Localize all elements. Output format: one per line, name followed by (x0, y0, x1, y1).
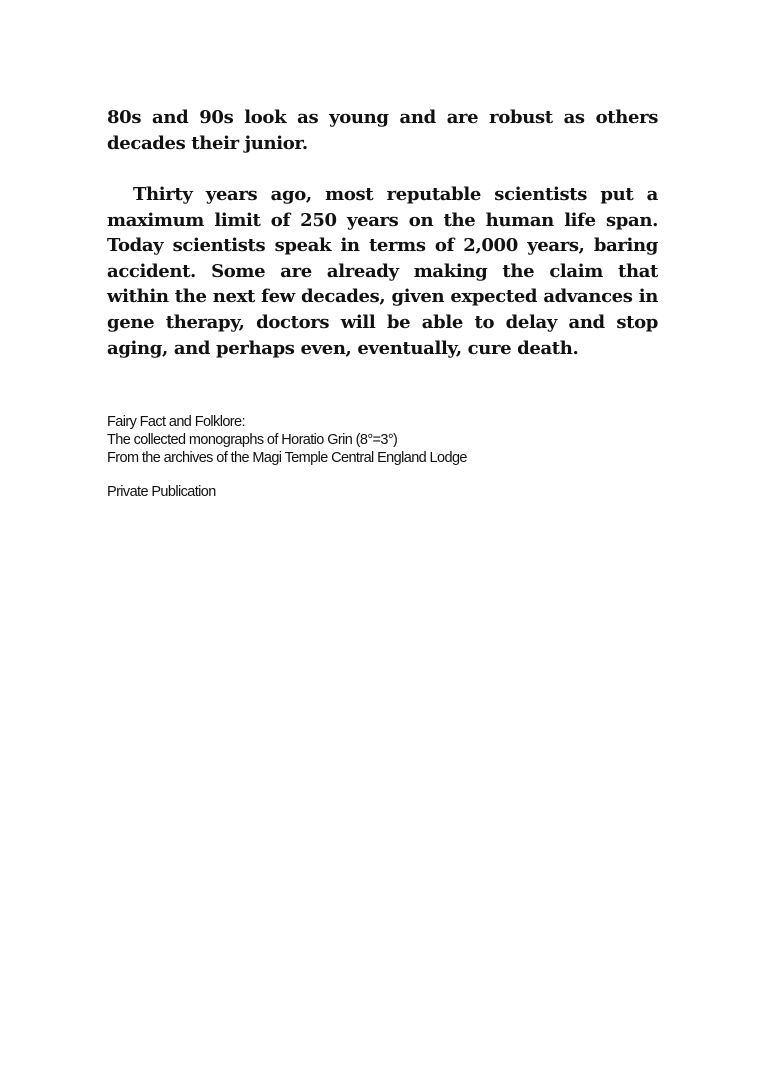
colophon (107, 413, 667, 501)
publication-note: Private Publication (107, 484, 216, 500)
series-title: Fairy Fact and Folklore: (107, 414, 245, 430)
body-paragraph: Thirty years ago, most reputable scientists put a maximum limit of 250 years on the human life span. Today scientists speak in terms of 2,000 years, baring accident. Some are already making the claim that within the next few decades, given expected advances in gene therapy, doctors will be able to delay and stop aging, and perhaps even, eventually, cure death. (107, 184, 658, 359)
archive-source: From the archives of the Magi Temple Central England Lodge (107, 450, 467, 466)
monograph-subtitle: The collected monographs of Horatio Grin (8°=3°) (107, 432, 398, 448)
body-paragraph: 80s and 90s look as young and are robust as others decades their junior. (107, 107, 658, 154)
